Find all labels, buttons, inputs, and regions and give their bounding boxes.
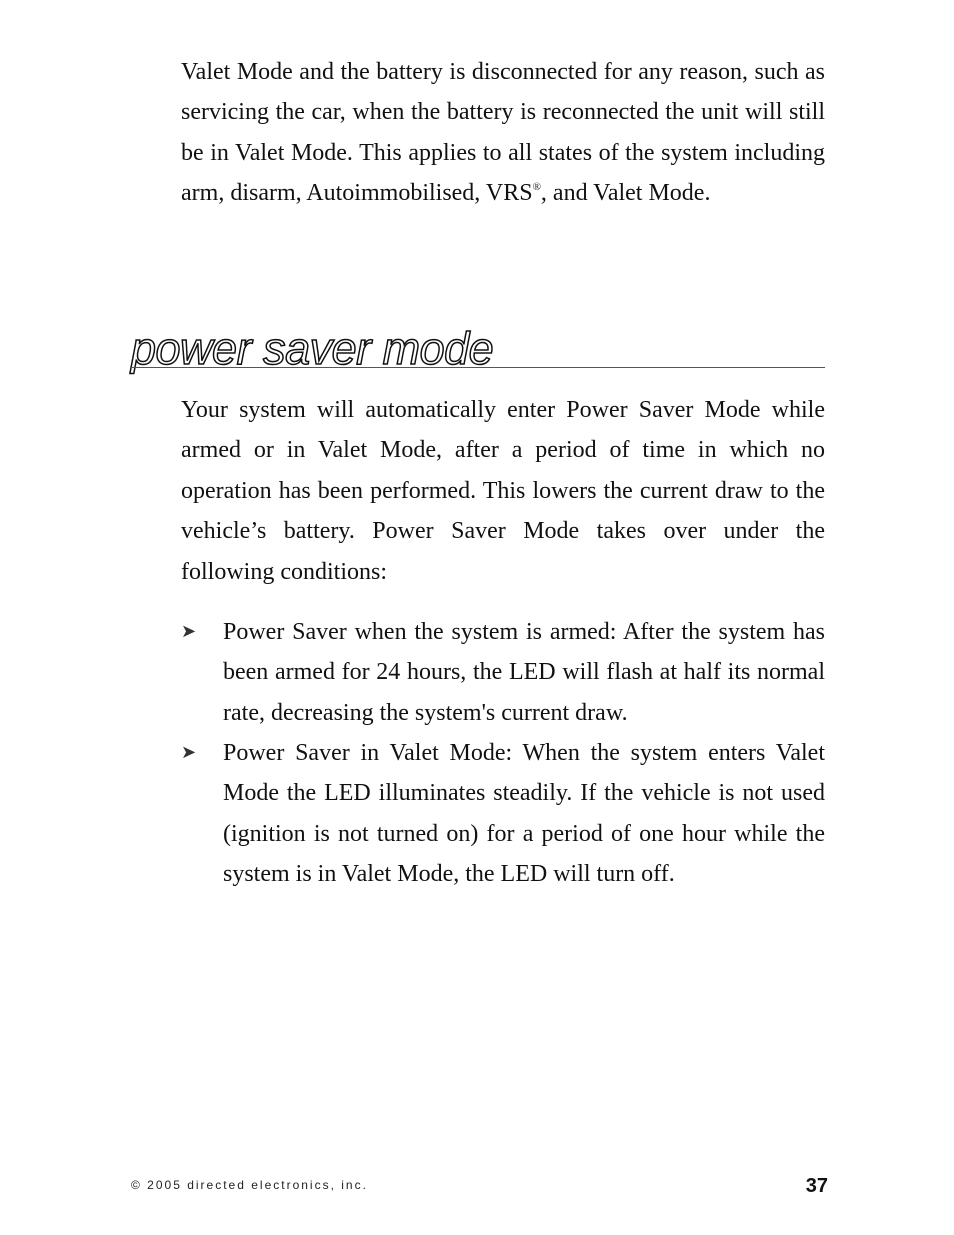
registered-trademark-mark: ® (532, 181, 541, 194)
list-item-text: Power Saver when the system is armed: After the system has been armed for 24 hours, the LED will flash at half its normal rate, decreasing the system's current draw. (223, 619, 825, 726)
page-number: 37 (805, 1175, 828, 1197)
copyright-notice: © 2005 directed electronics, inc. (131, 1178, 368, 1192)
arrow-bullet-icon: ➤ (181, 742, 197, 763)
section-heading: power saver mode (131, 323, 494, 374)
intro-paragraph (181, 52, 825, 214)
arrow-bullet-icon: ➤ (181, 621, 197, 642)
heading-rule (131, 367, 825, 368)
list-item-text: Power Saver in Valet Mode: When the system enters Valet Mode the LED illuminates steadily. If the vehicle is not used (ignition is not turned on) for a period of one hour while the system is in Valet Mode, the LED will turn off. (223, 740, 825, 888)
intro-text-end: , and Valet Mode. (540, 180, 711, 207)
intro-text: Valet Mode and the battery is disconnected for any reason, such as servicing the car, when the battery is reconnected the unit will still be in Valet Mode. This applies to all states of the system including arm, disarm, Autoimmobilised, VRS (181, 59, 825, 207)
section-body-paragraph: Your system will automatically enter Power Saver Mode while armed or in Valet Mode, after a period of time in which no operation has been performed. This lowers the current draw to the vehicle’s battery. Power Saver Mode takes over under the following conditions: (181, 397, 825, 585)
